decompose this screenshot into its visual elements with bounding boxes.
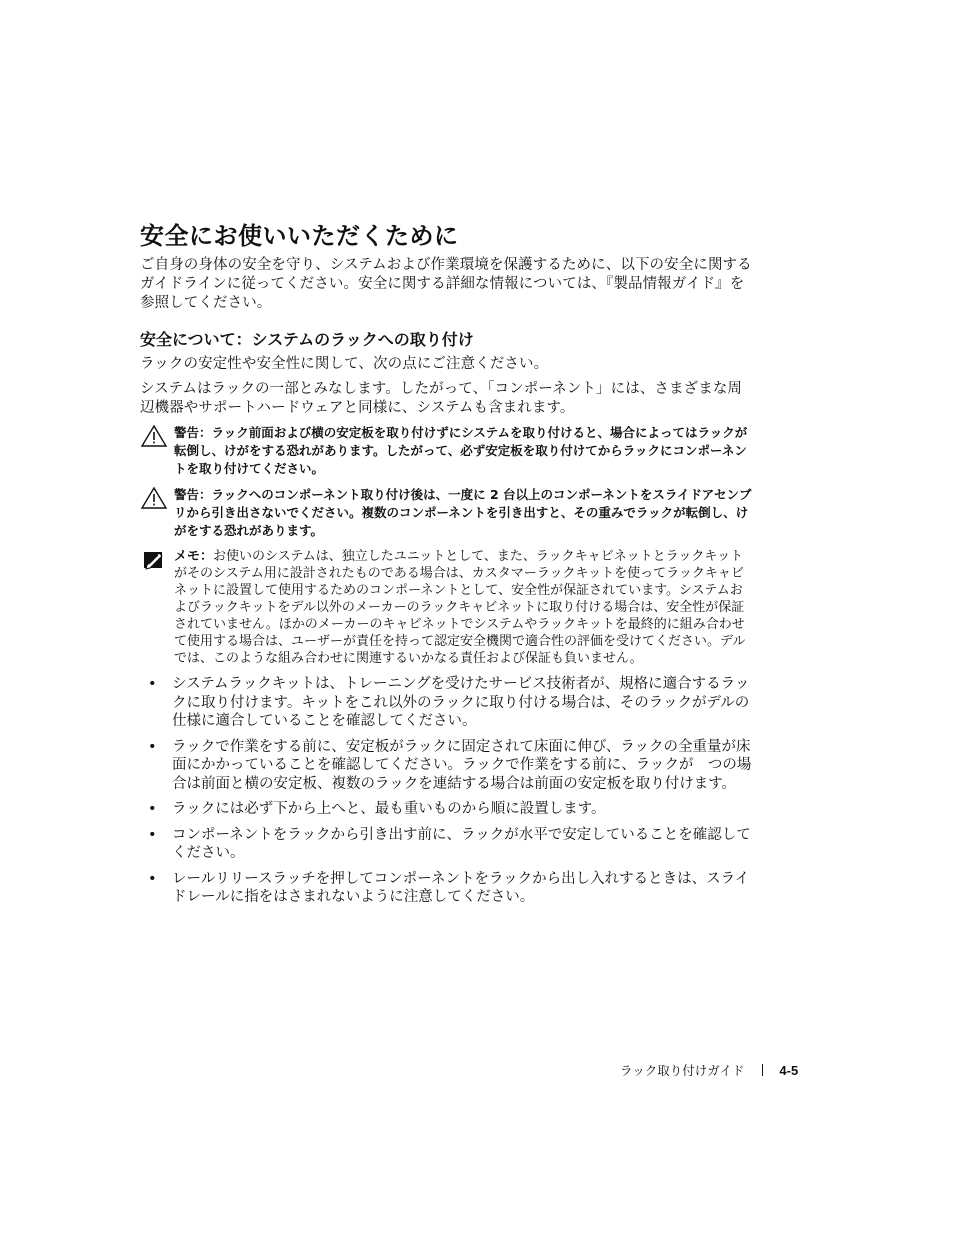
list-item: [140, 800, 752, 819]
warning-triangle-icon: [140, 424, 168, 448]
footer-divider: [762, 1064, 763, 1076]
warning-block-1: [140, 424, 752, 478]
note-label: メモ：: [174, 549, 214, 564]
note-text: [174, 548, 752, 667]
main-content: [140, 220, 752, 914]
list-item: [140, 870, 752, 907]
note-pencil-icon: [140, 548, 168, 572]
bullet-marker: •: [148, 676, 157, 692]
warning-block-2: [140, 486, 752, 540]
paragraph-stability: ラックの安定性や安全性に関して、次の点にご注意ください。: [140, 356, 549, 372]
list-item-text: レールリリースラッチを押してコンポーネントをラックから出し入れするときは、スライドレールに指をはさまれないように注意してください。: [172, 870, 750, 905]
list-item-text: システムラックキットは、トレーニングを受けたサービス技術者が、規格に適合するラックに取り付けます。キットをこれ以外のラックに取り付ける場合は、そのラックがデルの仕様に適合していることを確認してください。: [172, 676, 750, 729]
list-item: [140, 738, 752, 794]
page-title: 安全にお使いいただくために: [140, 222, 459, 250]
list-item-text: ラックには必ず下から上へと、最も重いものから順に設置します。: [172, 801, 606, 817]
warning-text: 警告：ラック前面および横の安定板を取り付けずにシステムを取り付けると、場合によってはラックが転倒し、けがをする恐れがあります。したがって、必ず安定板を取り付けてからラックにコンポーネントを取り付けてください。: [174, 425, 748, 476]
list-item-text: コンポーネントをラックから引き出す前に、ラックが水平で安定していることを確認してください。: [172, 826, 751, 861]
bullet-marker: •: [148, 870, 157, 887]
paragraph-components: システムはラックの一部とみなします。したがって、「コンポーネント」には、さまざまな周辺機器やサポートハードウェアと同様に、システムも含まれます。: [140, 381, 743, 416]
safety-bullet-list: [140, 675, 752, 907]
note-block: [140, 548, 752, 667]
list-item-text: ラックで作業をする前に、安定板がラックに固定されて床面に伸び、ラックの全重量が床面にかかっていることを確認してください。ラックで作業をする前に、ラックが つの場合は前面と横の安定板、複数のラックを連結する場合は前面の安定板を取り付けます。: [172, 738, 752, 792]
intro-paragraph: ご自身の身体の安全を守り、システムおよび作業環境を保護するために、以下の安全に関するガイドラインに従ってください。安全に関する詳細な情報については、『製品情報ガイド』を参照してください。: [140, 257, 752, 311]
warning-text: 警告：ラックへのコンポーネント取り付け後は、一度に 2 台以上のコンポーネントをスライドアセンブリから引き出さないでください。複数のコンポーネントを引き出すと、その重みでラックが転倒し、けがをする恐れがあります。: [174, 487, 752, 538]
bullet-marker: •: [148, 801, 157, 817]
list-item: [140, 675, 752, 731]
footer-guide-title: ラック取り付けガイド: [620, 1063, 745, 1078]
note-body: お使いのシステムは、独立したユニットとして、また、ラックキャビネットとラックキットがそのシステム用に設計されたものである場合は、カスタマーラックキットを使ってラックキャビネットに設置して使用するためのコンポーネントとして、安全性が保証されています。システムおよびラックキットをデル以外のメーカーのラックキャビネットに取り付ける場合は、安全性が保証されていません。ほかのメーカーのキャビネットでシステムやラックキットを最終的に組み合わせて使用する場合は、ユーザーが責任を持って認定安全機関で適合性の評価を受けてください。デルでは、このような組み合わせに関連するいかなる責任および保証も負いません。: [174, 549, 746, 666]
page-footer: [620, 1062, 798, 1080]
bullet-marker: •: [148, 738, 157, 755]
bullet-marker: •: [148, 826, 157, 843]
page-number: 4-5: [779, 1063, 799, 1078]
section-heading: 安全について：システムのラックへの取り付け: [140, 330, 474, 349]
warning-triangle-icon: [140, 486, 168, 510]
list-item: [140, 826, 752, 863]
